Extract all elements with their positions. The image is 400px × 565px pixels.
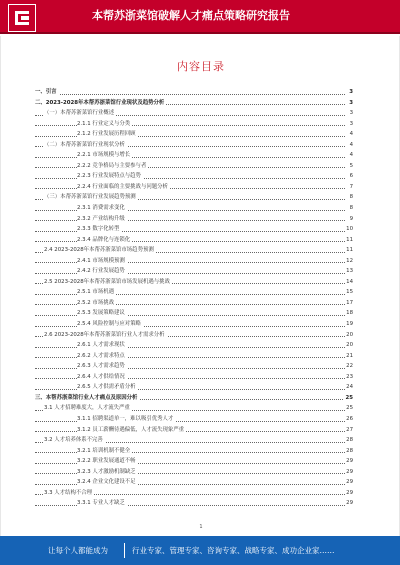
toc-entry-page: 6 [349, 171, 353, 182]
toc-entry-page: 9 [349, 214, 353, 225]
table-of-contents [35, 87, 353, 509]
toc-entry[interactable] [35, 277, 353, 288]
toc-entry-title: 2.6.5 人才供需矛盾分析 [77, 382, 138, 393]
toc-entry[interactable] [35, 351, 353, 362]
toc-entry-page: 10 [345, 224, 353, 235]
toc-entry-title: 2.3.1 消费需求变化 [77, 203, 127, 214]
toc-entry-title: 二、2023-2028年本帮苏浙菜馆行业现状及趋势分析 [35, 98, 166, 109]
toc-entry-page: 25 [344, 393, 353, 404]
toc-entry-title: 3.2.4 企业文化建设不足 [77, 477, 138, 488]
toc-entry-page: 19 [345, 319, 353, 330]
toc-entry-page: 4 [349, 140, 353, 151]
toc-entry[interactable] [35, 382, 353, 393]
toc-entry-title: 2.3.2 产业结构升级 [77, 214, 127, 225]
toc-entry-page: 18 [345, 308, 353, 319]
toc-entry-title: 2.6 2023-2028年本帮苏浙菜馆行业人才需求分析 [44, 330, 167, 341]
toc-entry[interactable] [35, 498, 353, 509]
toc-leader-dots [35, 87, 345, 95]
toc-entry[interactable] [35, 298, 353, 309]
toc-entry[interactable] [35, 266, 353, 277]
toc-entry-title: 2.4.2 行业发展趋势 [77, 266, 127, 277]
toc-entry-page: 3 [349, 119, 353, 130]
toc-entry[interactable] [35, 361, 353, 372]
footer-slogan: 让每个人都能成为 [48, 546, 108, 555]
toc-entry-title: 2.2.4 行业面临的主要挑战与问题分析 [77, 182, 170, 193]
toc-entry-page: 11 [345, 245, 353, 256]
toc-entry-title: 2.6.4 人才供给情况 [77, 372, 127, 383]
toc-entry-title: （二）本帮苏浙菜馆行业现状分析 [44, 140, 127, 151]
toc-entry-page: 12 [345, 256, 353, 267]
toc-entry-page: 23 [345, 372, 353, 383]
toc-entry-title: 2.1.1 行业定义与分类 [77, 119, 132, 130]
toc-entry-title: 2.6.3 人才需求趋势 [77, 361, 127, 372]
toc-entry[interactable] [35, 129, 353, 140]
toc-entry-page: 24 [345, 382, 353, 393]
toc-entry[interactable] [35, 308, 353, 319]
toc-entry[interactable] [35, 161, 353, 172]
toc-entry-title: 3.2.1 培训机制不健全 [77, 446, 132, 457]
toc-entry-title: 3.1 人才招聘难度大，人才流失严重 [44, 403, 132, 414]
toc-entry[interactable] [35, 119, 353, 130]
toc-entry[interactable] [35, 340, 353, 351]
toc-entry-title: 3.1.2 员工薪酬待遇偏低，人才流失现象严重 [77, 425, 186, 436]
toc-entry-page: 3 [349, 108, 353, 119]
header-divider [0, 32, 400, 34]
toc-entry-page: 8 [349, 203, 353, 214]
toc-entry-page: 26 [345, 414, 353, 425]
toc-entry-title: 2.2.1 市场规模与增长 [77, 150, 132, 161]
footer-roles: 行业专家、管理专家、咨询专家、战略专家、成功企业家…… [132, 546, 335, 555]
toc-entry-page: 29 [345, 488, 353, 499]
footer-bar [0, 536, 400, 565]
toc-entry[interactable] [35, 224, 353, 235]
toc-entry-page: 17 [345, 298, 353, 309]
toc-entry-page: 4 [349, 150, 353, 161]
toc-entry-page: 27 [345, 425, 353, 436]
toc-entry-page: 4 [349, 129, 353, 140]
toc-entry[interactable] [35, 235, 353, 246]
toc-entry[interactable] [35, 319, 353, 330]
toc-entry-title: 2.2.2 竞争格局与主要参与者 [77, 161, 148, 172]
toc-entry-title: （三）本帮苏浙菜馆行业发展趋势预测 [44, 192, 138, 203]
toc-entry[interactable] [35, 330, 353, 341]
toc-entry-title: 3.2.3 人才激励机制缺乏 [77, 467, 138, 478]
toc-entry-title: 2.5.2 市场挑战 [77, 298, 116, 309]
toc-entry[interactable] [35, 150, 353, 161]
toc-entry-page: 14 [345, 277, 353, 288]
toc-entry-title: 2.1.2 行业发展历程回顾 [77, 129, 138, 140]
toc-entry[interactable] [35, 393, 353, 404]
toc-entry-page: 20 [345, 330, 353, 341]
toc-entry-page: 21 [345, 351, 353, 362]
toc-entry-page: 22 [345, 361, 353, 372]
toc-entry[interactable] [35, 98, 353, 109]
toc-entry[interactable] [35, 425, 353, 436]
toc-entry-title: 2.4.1 市场规模预测 [77, 256, 127, 267]
brand-logo-icon [8, 4, 36, 32]
toc-entry[interactable] [35, 87, 353, 98]
toc-entry-title: 2.2.3 行业发展特点与趋势 [77, 171, 143, 182]
toc-entry-page: 25 [345, 403, 353, 414]
toc-entry[interactable] [35, 203, 353, 214]
toc-entry-page: 29 [345, 477, 353, 488]
toc-entry[interactable] [35, 372, 353, 383]
toc-entry-title: 2.3.3 数字化转型 [77, 224, 121, 235]
toc-entry-page: 11 [345, 235, 353, 246]
toc-entry[interactable] [35, 214, 353, 225]
toc-entry-page: 3 [348, 98, 353, 109]
toc-entry[interactable] [35, 456, 353, 467]
toc-entry-title: 2.6.1 人才需求现状 [77, 340, 127, 351]
toc-entry-title: 2.5.1 市场机遇 [77, 287, 116, 298]
toc-entry-title: 2.6.2 人才需求特点 [77, 351, 127, 362]
toc-entry-page: 29 [345, 467, 353, 478]
toc-entry-title: 三、本帮苏浙菜馆行业人才痛点及原因分析 [35, 393, 139, 404]
toc-entry-title: 2.5.3 发展策略建议 [77, 308, 127, 319]
toc-entry-title: 2.5 2023-2028年本帮苏浙菜馆市场发展机遇与挑战 [44, 277, 172, 288]
toc-entry[interactable] [35, 140, 353, 151]
toc-entry-title: 2.5.4 风险控制与应对策略 [77, 319, 143, 330]
report-title: 本帮苏浙菜馆破解人才痛点策略研究报告 [92, 9, 290, 22]
page-number: 1 [199, 524, 203, 530]
toc-entry[interactable] [35, 108, 353, 119]
toc-entry[interactable] [35, 182, 353, 193]
toc-entry-title: （一）本帮苏浙菜馆行业概述 [44, 108, 116, 119]
toc-entry-page: 29 [345, 456, 353, 467]
footer-divider [124, 543, 125, 558]
header-bar [0, 0, 400, 34]
toc-entry[interactable] [35, 446, 353, 457]
toc-entry-title: 2.4 2023-2028年本帮苏浙菜馆市场趋势预测 [44, 245, 156, 256]
toc-entry[interactable] [35, 287, 353, 298]
toc-entry-title: 3.3.1 专业人才缺乏 [77, 498, 127, 509]
toc-entry[interactable] [35, 467, 353, 478]
toc-entry-page: 15 [345, 287, 353, 298]
toc-entry[interactable] [35, 171, 353, 182]
toc-entry-page: 7 [349, 182, 353, 193]
toc-entry-page: 3 [348, 87, 353, 98]
toc-heading: 内容目录 [177, 60, 225, 73]
toc-entry[interactable] [35, 488, 353, 499]
toc-entry[interactable] [35, 245, 353, 256]
toc-entry-title: 3.3 人才结构不合理 [44, 488, 94, 499]
toc-entry-title: 一、引言 [35, 87, 59, 98]
toc-entry-page: 29 [345, 498, 353, 509]
toc-entry-page: 13 [345, 266, 353, 277]
toc-entry-page: 8 [349, 192, 353, 203]
toc-entry-page: 28 [345, 446, 353, 457]
toc-entry-page: 28 [345, 435, 353, 446]
toc-entry-title: 3.2.2 职业发展通道不畅 [77, 456, 138, 467]
toc-entry-title: 2.3.4 品牌化与连锁化 [77, 235, 132, 246]
toc-entry[interactable] [35, 256, 353, 267]
toc-entry[interactable] [35, 403, 353, 414]
toc-entry-title: 3.2 人才培养体系不完善 [44, 435, 105, 446]
toc-entry-page: 20 [345, 340, 353, 351]
document-page [0, 36, 400, 536]
toc-entry-page: 5 [349, 161, 353, 172]
toc-entry-title: 3.1.1 招聘渠道单一，难以吸引优秀人才 [77, 414, 175, 425]
toc-entry[interactable] [35, 435, 353, 446]
toc-entry[interactable] [35, 477, 353, 488]
toc-entry[interactable] [35, 192, 353, 203]
toc-entry[interactable] [35, 414, 353, 425]
